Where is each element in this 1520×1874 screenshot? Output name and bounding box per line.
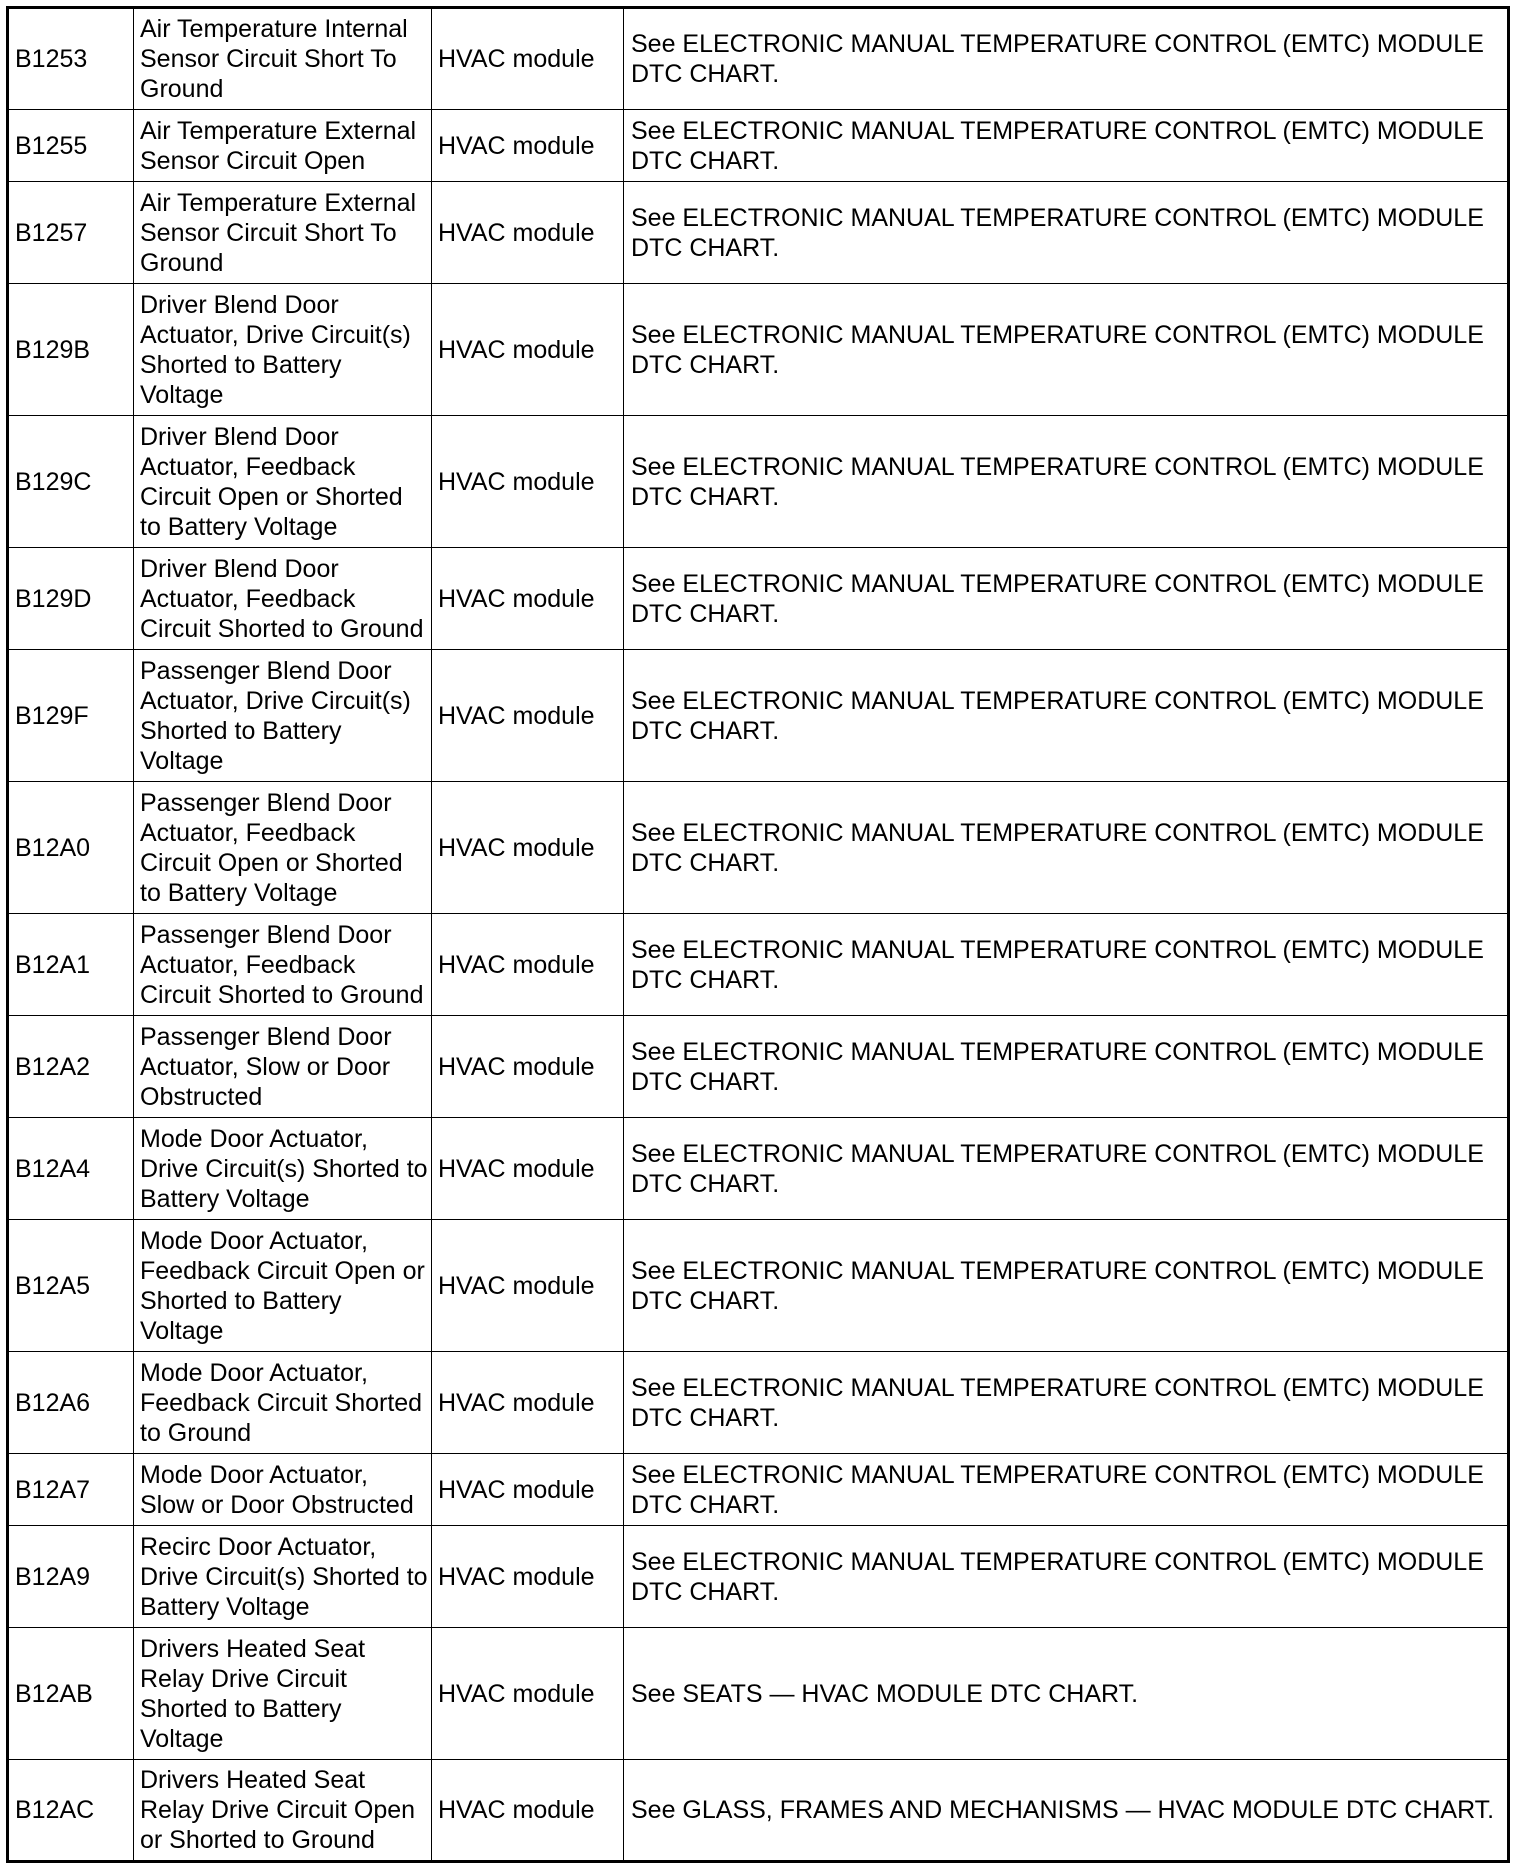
table-row xyxy=(8,548,1509,650)
dtc-module-cell: HVAC module xyxy=(432,110,624,182)
dtc-description-cell: Drivers Heated Seat Relay Drive Circuit Open or Shorted to Ground xyxy=(134,1760,432,1862)
dtc-module-cell: HVAC module xyxy=(432,650,624,782)
dtc-code-cell: B12A0 xyxy=(8,782,134,914)
dtc-action-cell: See ELECTRONIC MANUAL TEMPERATURE CONTROL (EMTC) MODULE DTC CHART. xyxy=(624,548,1509,650)
dtc-code-cell: B12A7 xyxy=(8,1454,134,1526)
dtc-description-cell: Passenger Blend Door Actuator, Feedback Circuit Open or Shorted to Battery Voltage xyxy=(134,782,432,914)
dtc-action-cell: See SEATS — HVAC MODULE DTC CHART. xyxy=(624,1628,1509,1760)
dtc-code-cell: B12A2 xyxy=(8,1016,134,1118)
dtc-action-cell: See ELECTRONIC MANUAL TEMPERATURE CONTROL (EMTC) MODULE DTC CHART. xyxy=(624,1454,1509,1526)
dtc-module-cell: HVAC module xyxy=(432,1628,624,1760)
dtc-code-cell: B129F xyxy=(8,650,134,782)
table-row xyxy=(8,8,1509,110)
dtc-description-cell: Driver Blend Door Actuator, Feedback Circuit Shorted to Ground xyxy=(134,548,432,650)
dtc-description-cell: Recirc Door Actuator, Drive Circuit(s) Shorted to Battery Voltage xyxy=(134,1526,432,1628)
dtc-module-cell: HVAC module xyxy=(432,782,624,914)
dtc-module-cell: HVAC module xyxy=(432,1220,624,1352)
dtc-description-cell: Mode Door Actuator, Feedback Circuit Open or Shorted to Battery Voltage xyxy=(134,1220,432,1352)
dtc-description-cell: Driver Blend Door Actuator, Feedback Circuit Open or Shorted to Battery Voltage xyxy=(134,416,432,548)
table-row xyxy=(8,1352,1509,1454)
dtc-code-cell: B12AC xyxy=(8,1760,134,1862)
dtc-action-cell: See ELECTRONIC MANUAL TEMPERATURE CONTROL (EMTC) MODULE DTC CHART. xyxy=(624,914,1509,1016)
dtc-description-cell: Mode Door Actuator, Feedback Circuit Shorted to Ground xyxy=(134,1352,432,1454)
dtc-action-cell: See ELECTRONIC MANUAL TEMPERATURE CONTROL (EMTC) MODULE DTC CHART. xyxy=(624,1016,1509,1118)
table-row xyxy=(8,782,1509,914)
dtc-action-cell: See ELECTRONIC MANUAL TEMPERATURE CONTROL (EMTC) MODULE DTC CHART. xyxy=(624,8,1509,110)
dtc-description-cell: Passenger Blend Door Actuator, Slow or Door Obstructed xyxy=(134,1016,432,1118)
dtc-code-cell: B1257 xyxy=(8,182,134,284)
dtc-action-cell: See ELECTRONIC MANUAL TEMPERATURE CONTROL (EMTC) MODULE DTC CHART. xyxy=(624,1118,1509,1220)
dtc-module-cell: HVAC module xyxy=(432,416,624,548)
dtc-module-cell: HVAC module xyxy=(432,284,624,416)
dtc-description-cell: Mode Door Actuator, Drive Circuit(s) Shorted to Battery Voltage xyxy=(134,1118,432,1220)
dtc-action-cell: See ELECTRONIC MANUAL TEMPERATURE CONTROL (EMTC) MODULE DTC CHART. xyxy=(624,284,1509,416)
dtc-table-body xyxy=(8,8,1509,1862)
dtc-module-cell: HVAC module xyxy=(432,1118,624,1220)
dtc-action-cell: See ELECTRONIC MANUAL TEMPERATURE CONTROL (EMTC) MODULE DTC CHART. xyxy=(624,182,1509,284)
dtc-code-cell: B12A5 xyxy=(8,1220,134,1352)
dtc-code-cell: B12A1 xyxy=(8,914,134,1016)
table-row xyxy=(8,1628,1509,1760)
dtc-action-cell: See ELECTRONIC MANUAL TEMPERATURE CONTROL (EMTC) MODULE DTC CHART. xyxy=(624,650,1509,782)
table-row xyxy=(8,284,1509,416)
table-row xyxy=(8,1526,1509,1628)
dtc-action-cell: See ELECTRONIC MANUAL TEMPERATURE CONTROL (EMTC) MODULE DTC CHART. xyxy=(624,416,1509,548)
dtc-module-cell: HVAC module xyxy=(432,1526,624,1628)
table-row xyxy=(8,416,1509,548)
dtc-code-cell: B129D xyxy=(8,548,134,650)
dtc-description-cell: Air Temperature External Sensor Circuit Short To Ground xyxy=(134,182,432,284)
dtc-description-cell: Mode Door Actuator, Slow or Door Obstructed xyxy=(134,1454,432,1526)
table-row xyxy=(8,1220,1509,1352)
dtc-module-cell: HVAC module xyxy=(432,1454,624,1526)
dtc-module-cell: HVAC module xyxy=(432,1352,624,1454)
dtc-description-cell: Driver Blend Door Actuator, Drive Circuit(s) Shorted to Battery Voltage xyxy=(134,284,432,416)
table-row xyxy=(8,650,1509,782)
dtc-module-cell: HVAC module xyxy=(432,182,624,284)
dtc-description-cell: Drivers Heated Seat Relay Drive Circuit Shorted to Battery Voltage xyxy=(134,1628,432,1760)
dtc-module-cell: HVAC module xyxy=(432,548,624,650)
dtc-code-cell: B12A4 xyxy=(8,1118,134,1220)
dtc-action-cell: See ELECTRONIC MANUAL TEMPERATURE CONTROL (EMTC) MODULE DTC CHART. xyxy=(624,782,1509,914)
dtc-module-cell: HVAC module xyxy=(432,8,624,110)
table-row xyxy=(8,182,1509,284)
dtc-code-cell: B129C xyxy=(8,416,134,548)
dtc-action-cell: See ELECTRONIC MANUAL TEMPERATURE CONTROL (EMTC) MODULE DTC CHART. xyxy=(624,1220,1509,1352)
table-row xyxy=(8,1454,1509,1526)
dtc-code-cell: B12A6 xyxy=(8,1352,134,1454)
dtc-description-cell: Air Temperature Internal Sensor Circuit Short To Ground xyxy=(134,8,432,110)
dtc-action-cell: See ELECTRONIC MANUAL TEMPERATURE CONTROL (EMTC) MODULE DTC CHART. xyxy=(624,1526,1509,1628)
table-row xyxy=(8,914,1509,1016)
table-row xyxy=(8,110,1509,182)
dtc-code-cell: B129B xyxy=(8,284,134,416)
dtc-code-cell: B1253 xyxy=(8,8,134,110)
dtc-table xyxy=(6,6,1510,1863)
dtc-module-cell: HVAC module xyxy=(432,1016,624,1118)
dtc-action-cell: See ELECTRONIC MANUAL TEMPERATURE CONTROL (EMTC) MODULE DTC CHART. xyxy=(624,1352,1509,1454)
dtc-action-cell: See ELECTRONIC MANUAL TEMPERATURE CONTROL (EMTC) MODULE DTC CHART. xyxy=(624,110,1509,182)
dtc-action-cell: See GLASS, FRAMES AND MECHANISMS — HVAC MODULE DTC CHART. xyxy=(624,1760,1509,1862)
dtc-module-cell: HVAC module xyxy=(432,1760,624,1862)
dtc-module-cell: HVAC module xyxy=(432,914,624,1016)
table-row xyxy=(8,1118,1509,1220)
dtc-description-cell: Air Temperature External Sensor Circuit Open xyxy=(134,110,432,182)
table-row xyxy=(8,1016,1509,1118)
dtc-description-cell: Passenger Blend Door Actuator, Drive Circuit(s) Shorted to Battery Voltage xyxy=(134,650,432,782)
dtc-code-cell: B12AB xyxy=(8,1628,134,1760)
dtc-code-cell: B1255 xyxy=(8,110,134,182)
dtc-description-cell: Passenger Blend Door Actuator, Feedback Circuit Shorted to Ground xyxy=(134,914,432,1016)
dtc-code-cell: B12A9 xyxy=(8,1526,134,1628)
table-row xyxy=(8,1760,1509,1862)
